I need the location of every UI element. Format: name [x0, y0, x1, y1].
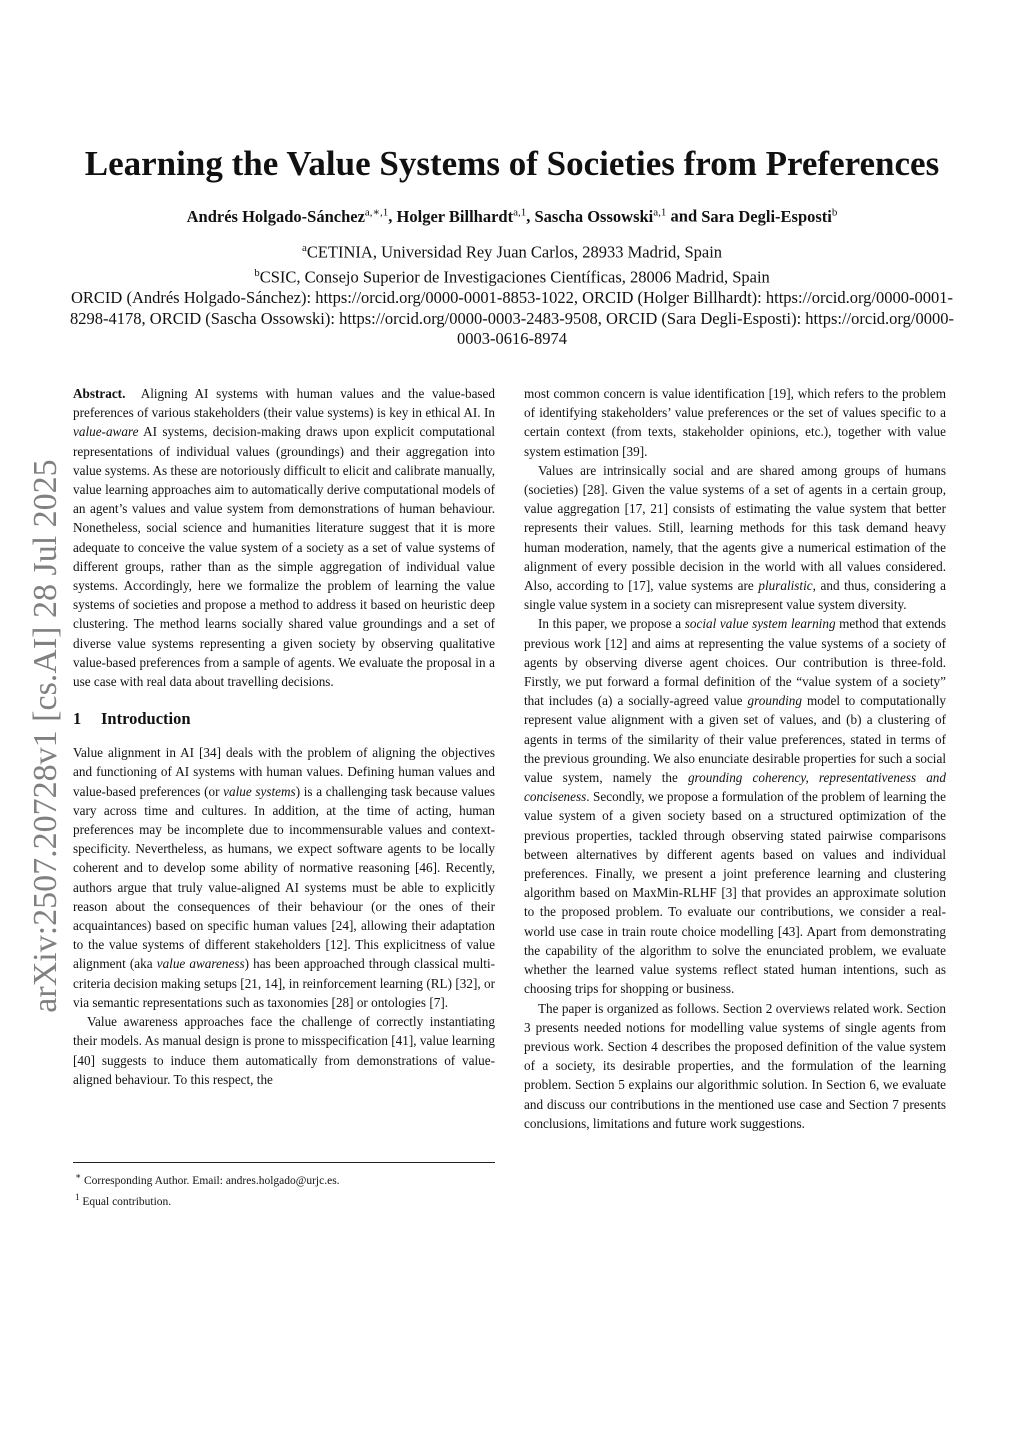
- author-name: Andrés Holgado-Sánchez$^{a,∗,1}$: [186, 206, 389, 226]
- author-name: Sara Degli-Esposti$^b$: [701, 206, 838, 226]
- intro-paragraph-2: [73, 1012, 495, 1089]
- intro-paragraph-2-cont: [524, 384, 946, 461]
- page-title: Learning the Value Systems of Societies from Preferences: [84, 144, 940, 183]
- footnote-equal-contribution: $^1$ Equal contribution.: [75, 1191, 172, 1208]
- section-heading: 1 Introduction: [73, 709, 191, 729]
- intro-paragraph-2-part-2: most common concern is value identification [19], which refers to the problem of identifying stakeholders’ value preferences or the set of values specific to a certain context (from texts, stakeholder opinions, etc.), together with value system estimation [39].: [524, 386, 946, 459]
- intro-paragraph-5: The paper is organized as follows. Section 2 overviews related work. Section 3 presents needed notions for modelling value systems of single agents from previous work. Section 4 describes the proposed definition of the value system of a society, its desirable properties, and the formulation of the learning problem. Section 5 explains our algorithmic solution. In Section 6, we evaluate and discuss our contributions in the mentioned use case and Section 7 presents conclusions, limitations and future work suggestions.: [524, 1000, 946, 1131]
- arxiv-identifier: arXiv:2507.20728v1 [cs.AI] 28 Jul 2025: [27, 459, 64, 1013]
- affiliations: [60, 238, 964, 350]
- abstract-label: Abstract.: [73, 386, 126, 401]
- intro-paragraph-3: Values are intrinsically social and are shared among groups of humans (societies) [28]. Given the value systems of a set of agents in a certain group, value aggregation [17, 21] consists of estimating the value system that better represents their values. Still, learning methods for this task demand heavy human moderation, namely, that the agents give a numerical estimation of the alignment of every possible decision in the world with all values considered. Also, according to [17], value systems are pluralistic, and thus, considering a single value system in a society can misrepresent value system diversity.: [524, 462, 947, 613]
- right-column: [524, 384, 946, 1133]
- author-list: Andrés Holgado-Sánchez$^{a,∗,1}$, Holger Billhardt$^{a,1}$, Sascha Ossowski$^{a,1}$ and Sara Degli-Esposti$^b$: [186, 206, 838, 226]
- orcid-line: ORCID (Andrés Holgado-Sánchez): https://orcid.org/0000-0001-8853-1022, ORCID (Holger Billhardt): https://orcid.org/0000-0001-8298-4178, ORCID (Sascha Ossowski): https://orcid.org/0000-0003-2483-9508, ORCID (Sara Degli-Esposti): https://orcid.org/0000-0003-0616-8974: [70, 288, 954, 348]
- footnotes: [73, 1162, 495, 1210]
- author-name: Holger Billhardt$^{a,1}$: [396, 206, 527, 226]
- intro-paragraph-2-part-1: Value awareness approaches face the challenge of correctly instantiating their models. As manual design is prone to misspecification [41], value learning [40] suggests to induce them automatically from demonstrations of value-aligned behaviour. To this respect, the: [73, 1014, 495, 1087]
- left-column: [73, 384, 495, 1089]
- affiliation-a: $^a$CETINIA, Universidad Rey Juan Carlos, 28933 Madrid, Spain: [301, 242, 723, 262]
- footnote-corresponding: ∗ Corresponding Author. Email: andres.holgado@urjc.es.: [75, 1171, 340, 1187]
- intro-paragraph-1: Value alignment in AI [34] deals with the problem of aligning the objectives and functioning of AI systems with human values. Defining human values and value-based preferences (or value systems) is a challenging task because values vary across time and cultures. In addition, at the time of acting, human preferences may be incomplete due to incommensurable values and context-specificity. Nevertheless, as humans, we expect software agents to be locally coherent and to develop some ability of normative reasoning [46]. Recently, authors argue that truly value-aligned AI systems must be able to explicitly reason about the consequences of their behaviour (or the ones of their acquaintances) based on specific human values [24], allowing their adaptation to the value systems of different stakeholders [12]. This explicitness of value alignment (aka value awareness) has been approached through classical multi-criteria decision making setups [21, 14], in reinforcement learning (RL) [32], or via semantic representations such as taxonomies [28] or ontologies [7].: [73, 745, 495, 1010]
- author-name: Sascha Ossowski$^{a,1}$: [534, 206, 667, 226]
- abstract-text: Aligning AI systems with human values and the value-based preferences of various stakeholders (their value systems) is key in ethical AI. In value-aware AI systems, decision-making draws upon explicit computational representations of individual values (groundings) and their aggregation into value systems. As these are notoriously difficult to elicit and calibrate manually, value learning approaches aim to automatically derive computational models of an agent’s values and value system from demonstrations of human behaviour. Nonetheless, social science and humanities literature suggest that it is more adequate to conceive the value system of a society as a set of value systems of different groups, rather than as the simple aggregation of individual value systems. Accordingly, here we formalize the problem of learning the value systems of societies and propose a method to address it based on heuristic deep clustering. The method learns socially shared value groundings and a set of diverse value systems representing a given society by observing qualitative value-based preferences from a sample of agents. We evaluate the proposal in a use case with real data about travelling decisions.: [73, 386, 495, 690]
- abstract: [73, 384, 495, 691]
- affiliation-b: $^b$CSIC, Consejo Superior de Investigaciones Científicas, 28006 Madrid, Spain: [254, 267, 770, 287]
- intro-paragraph-4: In this paper, we propose a social value system learning method that extends previous work [12] and aims at representing the value systems of a society of agents by observing diverse agent choices. Our contribution is three-fold. Firstly, we put forward a formal definition of the “value system of a society” that includes (a) a socially-agreed value grounding model to computationally represent value alignment with a given set of values, and (b) a clustering of agents in terms of the similarity of their value preferences, stated in terms of the previous grounding. We also enunciate desirable properties for such a social value system, namely the grounding coherency, representativeness and conciseness. Secondly, we propose a formulation of the problem of learning the value system of a given society based on a structured optimization of the previous properties, tackled through observing stated pairwise comparisons between alternatives by different agents based on values and individual preferences. Finally, we present a joint preference learning and clustering algorithm based on MaxMin-RLHF [3] that provides an approximate solution to the proposed problem. To evaluate our contributions, we consider a real-world use case in train route choice modelling [43]. Apart from demonstrating the capability of the algorithm to solve the enunciated problem, we evaluate whether the learned value systems reflect stated human intentions, such as choosing trips for shopping or business.: [524, 616, 947, 997]
